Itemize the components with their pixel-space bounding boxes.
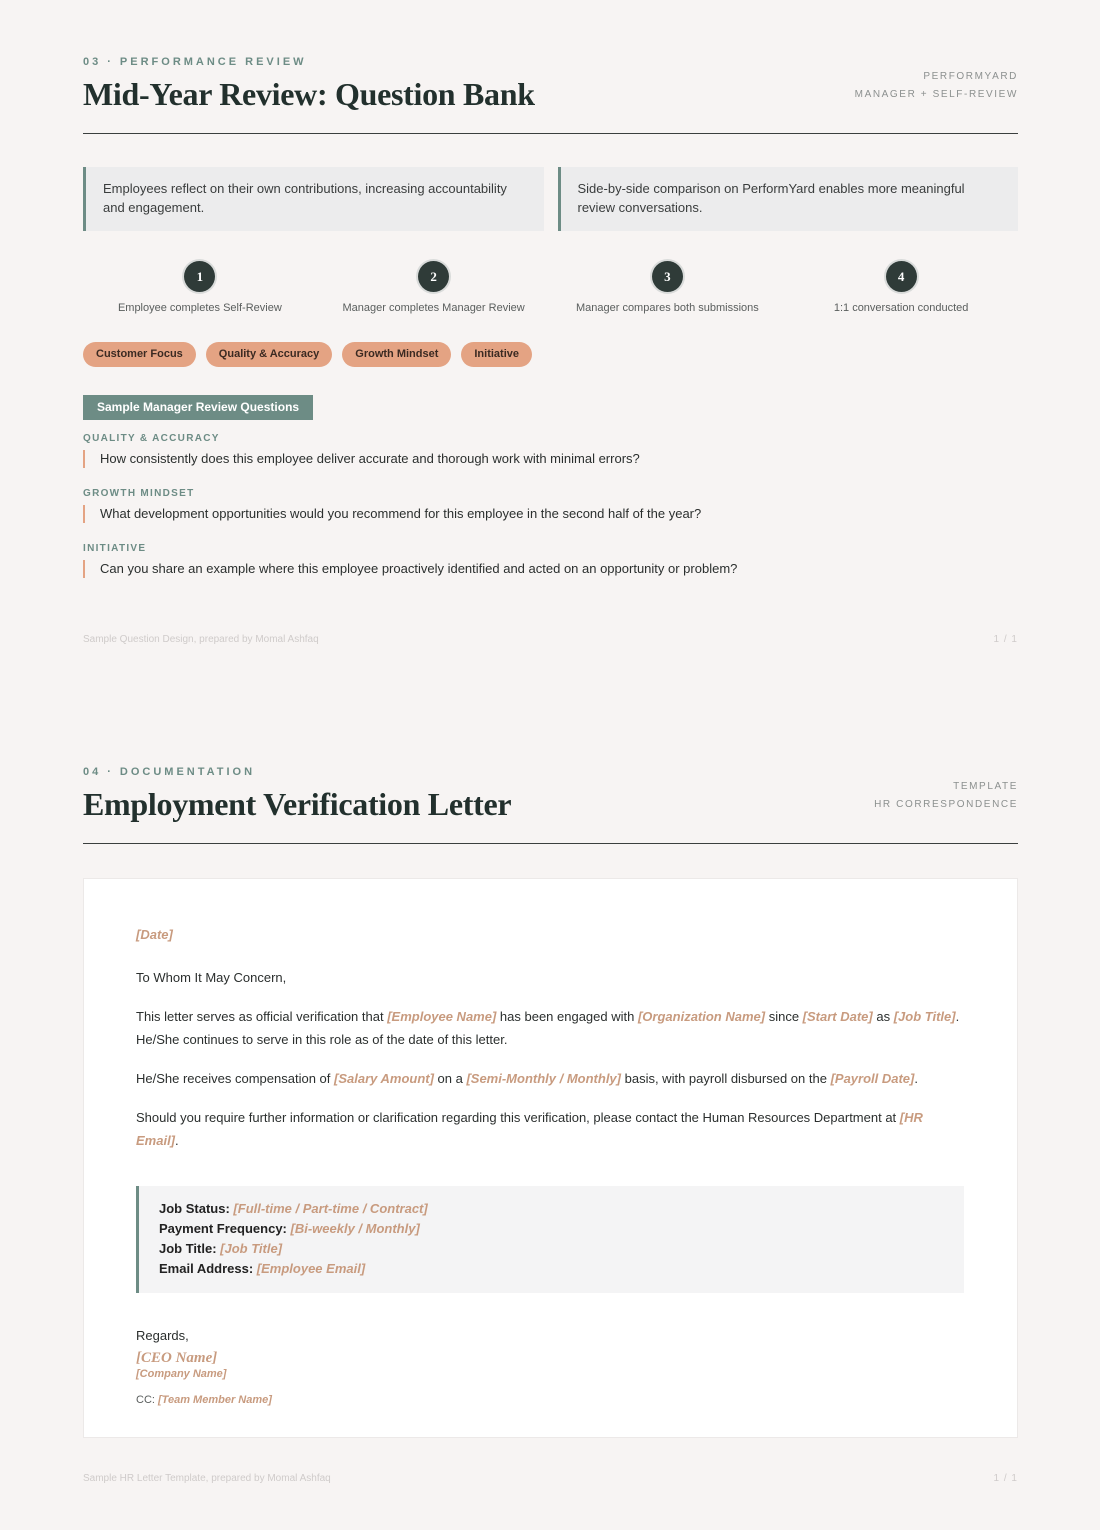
eyebrow-separator: · [107,56,114,68]
letter-paragraph-employment [136,1005,965,1051]
question-text: How consistently does this employee deliver accurate and thorough work with minimal errors? [83,450,1018,468]
section-eyebrow [83,56,1018,68]
signature-ceo-name: [CEO Name] [136,1350,218,1366]
process-steps [83,261,1018,314]
placeholder-team-member-name: [Team Member Name] [158,1394,272,1406]
text: on a [433,1071,467,1086]
tag-initiative: Initiative [461,342,532,367]
detail-email-address [159,1259,944,1279]
placeholder-job-title: [Job Title] [893,1009,956,1024]
letter-cc [136,1393,965,1407]
competency-tags [83,342,1018,367]
meta-line-2: MANAGER + SELF-REVIEW [854,89,1018,100]
footer-credit: Sample Question Design, prepared by Momal Ashfaq [83,634,319,645]
callout-self-review: Employees reflect on their own contributions, increasing accountability and engagement. [83,167,544,231]
placeholder-pay-frequency: [Semi-Monthly / Monthly] [466,1071,621,1086]
text: . [914,1071,918,1086]
page-number: 1 / 1 [993,1473,1018,1484]
placeholder-organization-name: [Organization Name] [637,1009,766,1024]
page-footer [83,634,1018,645]
question-text: Can you share an example where this employee proactively identified and acted on an opportunity or problem? [83,560,1018,578]
question-bank-page [83,56,1018,645]
letter-body [83,878,1018,1438]
footer-credit: Sample HR Letter Template, prepared by Momal Ashfaq [83,1473,331,1484]
step-number: 4 [886,261,917,292]
page-footer [83,1473,1018,1484]
question-category: GROWTH MINDSET [83,488,195,499]
header-divider [83,133,1018,134]
text: since [765,1009,803,1024]
section-name: PERFORMANCE REVIEW [119,56,307,68]
section-number: 04 [83,766,102,778]
detail-value: [Employee Email] [256,1261,366,1276]
employment-details-box [136,1186,964,1293]
eyebrow-separator: · [107,766,114,778]
verification-letter-page [83,766,1018,1484]
section-number: 03 [83,56,102,68]
question-list [83,433,1018,578]
step-4 [784,261,1018,314]
text: . He/She continues to serve in this role as of the date of this letter. [136,1009,960,1047]
callout-row [83,167,1018,231]
detail-value: [Full-time / Part-time / Contract] [233,1201,428,1216]
step-label: Manager completes Manager Review [342,302,525,314]
text: . [175,1133,179,1148]
letter-paragraph-compensation [136,1067,965,1090]
text: He/She receives compensation of [136,1071,334,1086]
signature-company-name: [Company Name] [136,1368,227,1380]
text: Should you require further information or clarification regarding this verification, please contact the Human Resources Department at [136,1110,900,1125]
placeholder-salary-amount: [Salary Amount] [334,1071,434,1086]
header-meta [855,68,1018,104]
question-category: QUALITY & ACCURACY [83,433,220,444]
letter-paragraph-contact [136,1106,965,1152]
step-label: Employee completes Self-Review [117,302,282,314]
detail-job-title [159,1239,944,1259]
step-3 [551,261,785,314]
header-divider [83,843,1018,844]
tag-quality-accuracy: Quality & Accuracy [206,342,332,367]
step-label: Manager compares both submissions [575,302,759,314]
section-eyebrow [83,766,1018,778]
header-meta [874,778,1018,814]
step-1 [83,261,317,314]
page-number: 1 / 1 [993,634,1018,645]
detail-value: [Bi-weekly / Monthly] [290,1221,420,1236]
detail-value: [Job Title] [220,1241,283,1256]
placeholder-hr-email: [HR Email] [136,1110,923,1148]
step-number: 3 [652,261,683,292]
detail-label: Payment Frequency: [159,1221,287,1236]
placeholder-start-date: [Start Date] [802,1009,873,1024]
detail-label: Job Status: [159,1201,230,1216]
tag-growth-mindset: Growth Mindset [342,342,451,367]
step-number: 1 [184,261,215,292]
step-label: 1:1 conversation conducted [833,302,969,314]
placeholder-payroll-date: [Payroll Date] [830,1071,915,1086]
letter-closing: Regards, [136,1328,189,1343]
tag-customer-focus: Customer Focus [83,342,196,367]
callout-comparison: Side-by-side comparison on PerformYard enables more meaningful review conversations. [558,167,1019,231]
step-2 [317,261,551,314]
meta-line-2: HR CORRESPONDENCE [874,799,1018,810]
text: This letter serves as official verification that [136,1009,388,1024]
text: basis, with payroll disbursed on the [621,1071,831,1086]
question-text: What development opportunities would you recommend for this employee in the second half of the year? [83,505,1018,523]
page-title: Employment Verification Letter [83,786,512,822]
text: as [872,1009,894,1024]
page-title: Mid-Year Review: Question Bank [83,76,535,112]
text: has been engaged with [496,1009,638,1024]
placeholder-employee-name: [Employee Name] [387,1009,497,1024]
cc-label: CC: [136,1394,158,1406]
question-category: INITIATIVE [83,543,147,554]
meta-line-1: TEMPLATE [953,781,1018,792]
detail-payment-frequency [159,1219,944,1239]
detail-label: Email Address: [159,1261,254,1276]
section-name: DOCUMENTATION [119,766,256,778]
detail-label: Job Title: [159,1241,217,1256]
step-number: 2 [418,261,449,292]
detail-job-status [159,1199,944,1219]
meta-line-1: PERFORMYARD [923,71,1018,82]
letter-salutation: To Whom It May Concern, [136,970,287,985]
questions-section-badge: Sample Manager Review Questions [83,395,313,420]
letter-date: [Date] [136,927,173,942]
